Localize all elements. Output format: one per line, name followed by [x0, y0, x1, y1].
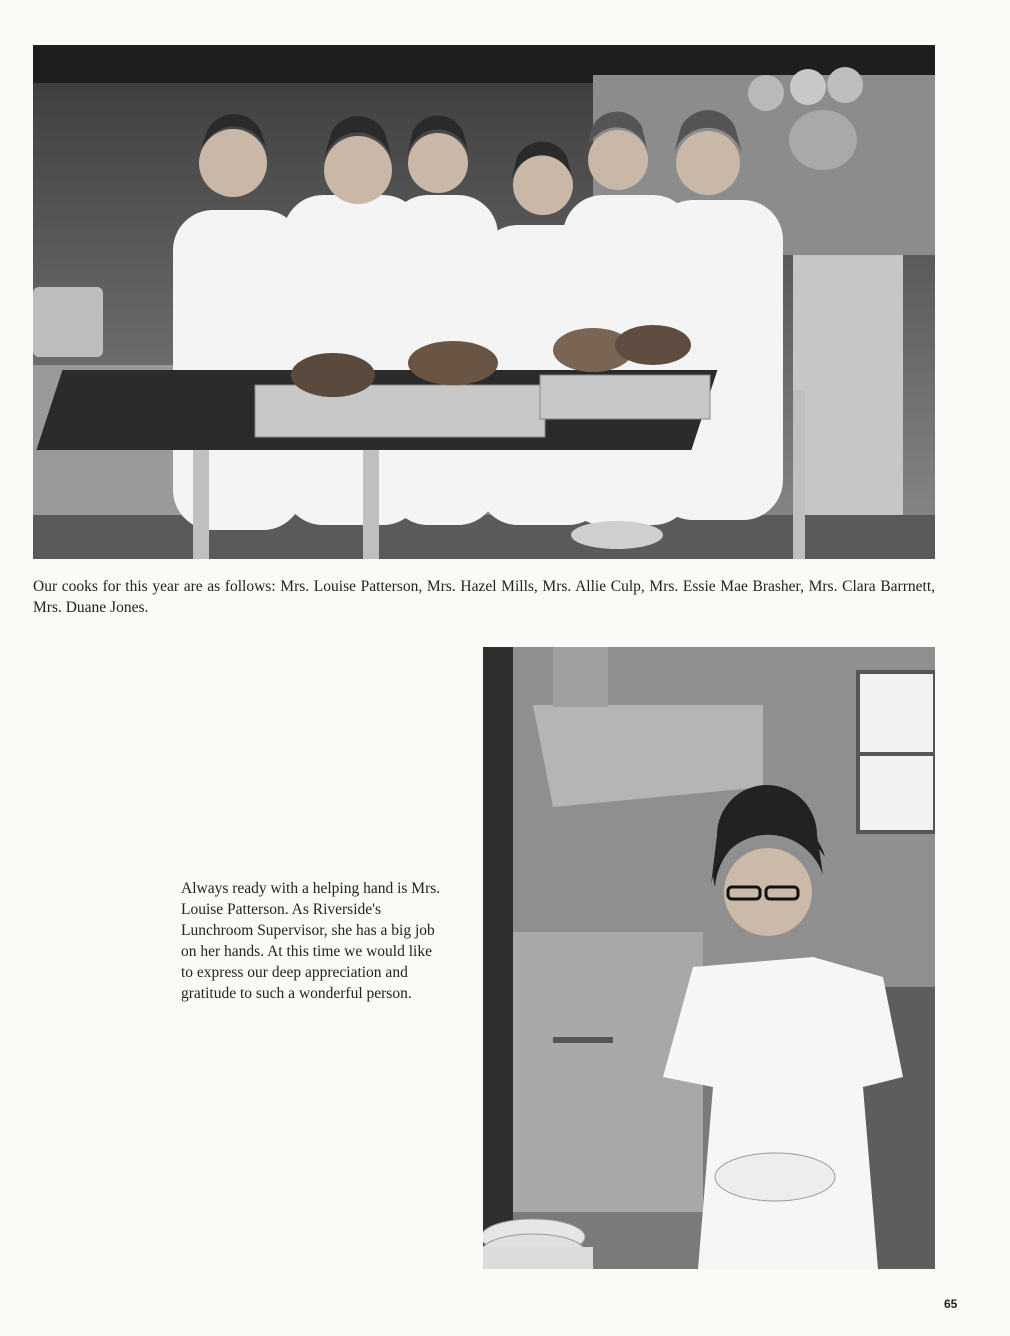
- supervisor-photo: [483, 647, 935, 1269]
- supervisor-caption: Always ready with a helping hand is Mrs. Louise Patterson. As Riverside's Lunchroom Supervisor, she has a big job on her hands. At this time we would like to express our deep appreciation and gratitude to such a wonderful person.: [181, 880, 441, 1002]
- cooks-group-photo: [33, 45, 935, 559]
- page-number: 65: [944, 1297, 958, 1311]
- cooks-caption: Our cooks for this year are as follows: Mrs. Louise Patterson, Mrs. Hazel Mills, Mrs. Allie Culp, Mrs. Essie Mae Brasher, Mrs. Clara Barrnett, Mrs. Duane Jones.: [33, 578, 935, 616]
